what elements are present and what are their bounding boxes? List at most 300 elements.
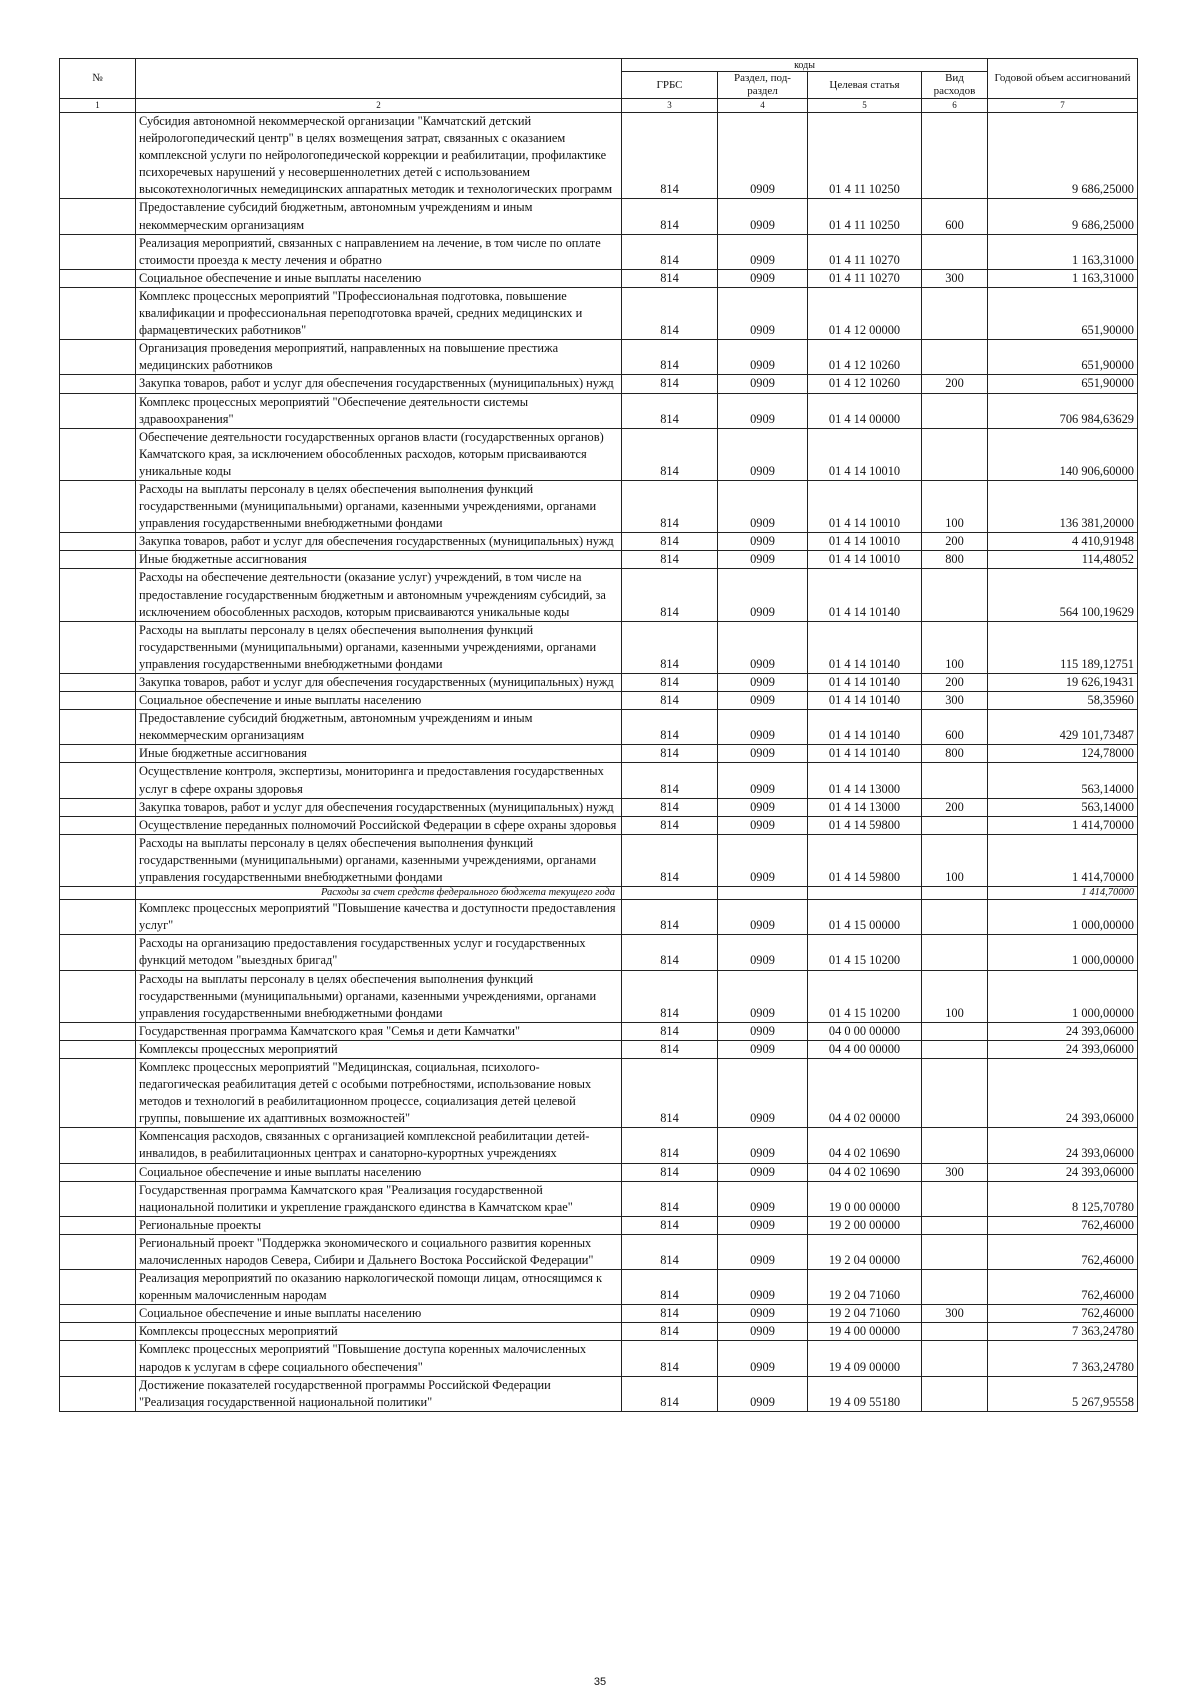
row-sum: 4 410,91948: [988, 533, 1138, 551]
table-row: [60, 480, 1138, 532]
row-celevaya: 19 4 09 00000: [808, 1341, 922, 1376]
row-description: Субсидия автономной некоммерческой организации "Камчатский детский нейрологопедический центр" в целях возмещения затрат, связанных с оказанием комплексной услуги по нейрологопедической коррекции и реабилитации, профилактике психоречевых нарушений у несовершеннолетних детей с использованием высокотехнологичных немедицинских аппаратных методик и технологических программ: [136, 113, 622, 199]
row-number-cell: [60, 1234, 136, 1269]
table-row: [60, 692, 1138, 710]
row-razdel: 0909: [718, 287, 808, 339]
table-row: [60, 428, 1138, 480]
table-row: [60, 745, 1138, 763]
row-description: Осуществление контроля, экспертизы, мониторинга и предоставления государственных услуг в сфере охраны здоровья: [136, 763, 622, 798]
row-razdel: 0909: [718, 1058, 808, 1127]
header-annual-volume: Годовой объем ассигнований: [988, 59, 1138, 99]
table-row: [60, 763, 1138, 798]
row-description: Расходы на выплаты персоналу в целях обеспечения выполнения функций государственными (муниципальными) органами, казенными учреждениями, органами управления государственными внебюджетными фондами: [136, 834, 622, 886]
row-description: Расходы на организацию предоставления государственных услуг и государственных функций методом "выездных бригад": [136, 935, 622, 970]
header-grbs: ГРБС: [622, 72, 718, 99]
table-row: [60, 1234, 1138, 1269]
row-grbs: 814: [622, 1216, 718, 1234]
row-celevaya: 01 4 14 59800: [808, 816, 922, 834]
row-celevaya: 01 4 15 10200: [808, 935, 922, 970]
row-razdel: 0909: [718, 970, 808, 1022]
row-celevaya: 01 4 14 10140: [808, 692, 922, 710]
row-number-cell: [60, 798, 136, 816]
row-number-cell: [60, 1163, 136, 1181]
row-sum: 651,90000: [988, 375, 1138, 393]
row-grbs: 814: [622, 1234, 718, 1269]
row-description: Государственная программа Камчатского края "Семья и дети Камчатки": [136, 1022, 622, 1040]
row-grbs: 814: [622, 970, 718, 1022]
row-description: Реализация мероприятий, связанных с направлением на лечение, в том числе по оплате стоимости проезда к месту лечения и обратно: [136, 234, 622, 269]
row-sum: 563,14000: [988, 798, 1138, 816]
row-grbs: 814: [622, 393, 718, 428]
column-number: 6: [922, 99, 988, 113]
row-number-cell: [60, 551, 136, 569]
row-razdel: 0909: [718, 816, 808, 834]
row-vid: [922, 113, 988, 199]
row-number-cell: [60, 1341, 136, 1376]
row-celevaya: 04 0 00 00000: [808, 1022, 922, 1040]
row-vid: [922, 1234, 988, 1269]
header-vid: Вид расходов: [922, 72, 988, 99]
row-grbs: 814: [622, 1376, 718, 1411]
row-razdel: 0909: [718, 710, 808, 745]
row-vid: [922, 763, 988, 798]
table-row: [60, 1040, 1138, 1058]
row-razdel: 0909: [718, 798, 808, 816]
row-grbs: 814: [622, 1058, 718, 1127]
row-description: Предоставление субсидий бюджетным, автономным учреждениям и иным некоммерческим организациям: [136, 710, 622, 745]
row-description: Региональные проекты: [136, 1216, 622, 1234]
table-row: [60, 816, 1138, 834]
row-description: Реализация мероприятий по оказанию наркологической помощи лицам, относящимся к коренным малочисленным народам: [136, 1270, 622, 1305]
row-razdel: 0909: [718, 269, 808, 287]
row-description: Закупка товаров, работ и услуг для обеспечения государственных (муниципальных) нужд: [136, 533, 622, 551]
row-razdel: 0909: [718, 428, 808, 480]
row-sum: 7 363,24780: [988, 1323, 1138, 1341]
table-row: [60, 710, 1138, 745]
row-razdel: 0909: [718, 621, 808, 673]
table-row: [60, 340, 1138, 375]
row-celevaya: [808, 887, 922, 900]
row-number-cell: [60, 480, 136, 532]
row-vid: 300: [922, 1305, 988, 1323]
row-sum: 1 414,70000: [988, 816, 1138, 834]
row-description: Региональный проект "Поддержка экономического и социального развития коренных малочисленных народов Севера, Сибири и Дальнего Востока Российской Федерации": [136, 1234, 622, 1269]
table-body: [60, 113, 1138, 1412]
row-sum: 24 393,06000: [988, 1022, 1138, 1040]
row-vid: [922, 816, 988, 834]
row-vid: [922, 1341, 988, 1376]
row-grbs: 814: [622, 569, 718, 621]
row-grbs: 814: [622, 269, 718, 287]
row-vid: [922, 1376, 988, 1411]
row-vid: [922, 234, 988, 269]
row-celevaya: 01 4 11 10250: [808, 113, 922, 199]
row-razdel: 0909: [718, 1305, 808, 1323]
row-description: Осуществление переданных полномочий Российской Федерации в сфере охраны здоровья: [136, 816, 622, 834]
row-grbs: 814: [622, 1305, 718, 1323]
row-description: Закупка товаров, работ и услуг для обеспечения государственных (муниципальных) нужд: [136, 674, 622, 692]
row-celevaya: 01 4 14 13000: [808, 763, 922, 798]
row-description: Достижение показателей государственной программы Российской Федерации "Реализация государственной национальной политики": [136, 1376, 622, 1411]
row-razdel: 0909: [718, 393, 808, 428]
row-vid: [922, 1058, 988, 1127]
row-celevaya: 01 4 11 10270: [808, 234, 922, 269]
row-celevaya: 01 4 14 10010: [808, 551, 922, 569]
table-row: [60, 551, 1138, 569]
row-description: Социальное обеспечение и иные выплаты населению: [136, 692, 622, 710]
row-number-cell: [60, 1058, 136, 1127]
row-celevaya: 01 4 14 10140: [808, 569, 922, 621]
row-razdel: 0909: [718, 692, 808, 710]
row-description: Комплекс процессных мероприятий "Обеспечение деятельности системы здравоохранения": [136, 393, 622, 428]
row-vid: 200: [922, 674, 988, 692]
column-number: 2: [136, 99, 622, 113]
header-codes: коды: [622, 59, 988, 72]
row-grbs: 814: [622, 375, 718, 393]
row-sum: 136 381,20000: [988, 480, 1138, 532]
row-grbs: 814: [622, 1163, 718, 1181]
table-row: [60, 674, 1138, 692]
row-celevaya: 01 4 12 10260: [808, 340, 922, 375]
row-vid: [922, 1128, 988, 1163]
row-grbs: 814: [622, 745, 718, 763]
row-description: Организация проведения мероприятий, направленных на повышение престижа медицинских работников: [136, 340, 622, 375]
row-grbs: 814: [622, 234, 718, 269]
row-razdel: 0909: [718, 340, 808, 375]
row-number-cell: [60, 113, 136, 199]
row-sum: 58,35960: [988, 692, 1138, 710]
row-celevaya: 19 2 04 71060: [808, 1270, 922, 1305]
row-sum: 651,90000: [988, 287, 1138, 339]
row-razdel: 0909: [718, 1376, 808, 1411]
row-description: Комплекс процессных мероприятий "Медицинская, социальная, психолого-педагогическая реабилитация детей с особыми потребностями, использование новых методов и технологий в реабилитационном процессе, социализация детей целевой группы, повышение их адаптивных возможностей": [136, 1058, 622, 1127]
row-number-cell: [60, 763, 136, 798]
row-sum: 24 393,06000: [988, 1128, 1138, 1163]
table-row: [60, 1376, 1138, 1411]
row-sum: 1 163,31000: [988, 234, 1138, 269]
row-celevaya: 19 4 09 55180: [808, 1376, 922, 1411]
row-celevaya: 01 4 14 10010: [808, 480, 922, 532]
row-number-cell: [60, 816, 136, 834]
row-razdel: 0909: [718, 674, 808, 692]
table-row: [60, 393, 1138, 428]
table-row: [60, 621, 1138, 673]
row-number-cell: [60, 1040, 136, 1058]
row-vid: [922, 393, 988, 428]
row-grbs: 814: [622, 763, 718, 798]
row-number-cell: [60, 970, 136, 1022]
row-sum: 762,46000: [988, 1234, 1138, 1269]
row-sum: 124,78000: [988, 745, 1138, 763]
table-row: [60, 569, 1138, 621]
row-description: Социальное обеспечение и иные выплаты населению: [136, 1163, 622, 1181]
row-celevaya: 01 4 11 10250: [808, 199, 922, 234]
row-number-cell: [60, 834, 136, 886]
row-number-cell: [60, 887, 136, 900]
row-sum: 429 101,73487: [988, 710, 1138, 745]
row-celevaya: 01 4 14 10140: [808, 745, 922, 763]
row-number-cell: [60, 1376, 136, 1411]
row-sum: 115 189,12751: [988, 621, 1138, 673]
row-grbs: 814: [622, 710, 718, 745]
column-number: 1: [60, 99, 136, 113]
row-vid: 600: [922, 710, 988, 745]
row-grbs: 814: [622, 551, 718, 569]
table-row: [60, 269, 1138, 287]
row-number-cell: [60, 1270, 136, 1305]
row-celevaya: 01 4 14 10010: [808, 428, 922, 480]
row-celevaya: 19 0 00 00000: [808, 1181, 922, 1216]
row-razdel: 0909: [718, 1234, 808, 1269]
row-grbs: 814: [622, 533, 718, 551]
row-vid: [922, 1181, 988, 1216]
column-number: 4: [718, 99, 808, 113]
row-vid: [922, 428, 988, 480]
table-row: [60, 935, 1138, 970]
row-razdel: 0909: [718, 834, 808, 886]
row-number-cell: [60, 674, 136, 692]
row-vid: [922, 900, 988, 935]
column-number: 5: [808, 99, 922, 113]
row-sum: 140 906,60000: [988, 428, 1138, 480]
row-number-cell: [60, 745, 136, 763]
row-number-cell: [60, 692, 136, 710]
table-row: [60, 1022, 1138, 1040]
row-vid: [922, 287, 988, 339]
row-sum: 19 626,19431: [988, 674, 1138, 692]
header-description: [136, 59, 622, 99]
row-vid: 300: [922, 692, 988, 710]
row-celevaya: 19 2 04 71060: [808, 1305, 922, 1323]
row-number-cell: [60, 935, 136, 970]
row-vid: 300: [922, 269, 988, 287]
column-number: 3: [622, 99, 718, 113]
row-description: Расходы на выплаты персоналу в целях обеспечения выполнения функций государственными (муниципальными) органами, казенными учреждениями, органами управления государственными внебюджетными фондами: [136, 621, 622, 673]
row-description: Социальное обеспечение и иные выплаты населению: [136, 1305, 622, 1323]
row-grbs: 814: [622, 1128, 718, 1163]
row-celevaya: 01 4 12 10260: [808, 375, 922, 393]
row-description: Предоставление субсидий бюджетным, автономным учреждениям и иным некоммерческим организациям: [136, 199, 622, 234]
row-vid: 200: [922, 375, 988, 393]
row-sum: 564 100,19629: [988, 569, 1138, 621]
row-description: Расходы за счет средств федерального бюджета текущего года: [136, 887, 622, 900]
row-grbs: 814: [622, 816, 718, 834]
row-grbs: 814: [622, 480, 718, 532]
row-number-cell: [60, 1323, 136, 1341]
row-razdel: 0909: [718, 1270, 808, 1305]
row-celevaya: 01 4 14 10140: [808, 621, 922, 673]
row-grbs: 814: [622, 1341, 718, 1376]
row-number-cell: [60, 393, 136, 428]
table-row: [60, 1341, 1138, 1376]
row-vid: [922, 340, 988, 375]
table-row: [60, 887, 1138, 900]
row-description: Комплекс процессных мероприятий "Повышение доступа коренных малочисленных народов к услугам в сфере социального обеспечения": [136, 1341, 622, 1376]
row-razdel: [718, 887, 808, 900]
row-celevaya: 01 4 14 00000: [808, 393, 922, 428]
row-vid: 200: [922, 533, 988, 551]
row-razdel: 0909: [718, 1216, 808, 1234]
row-celevaya: 01 4 11 10270: [808, 269, 922, 287]
table-row: [60, 798, 1138, 816]
row-grbs: 814: [622, 287, 718, 339]
row-grbs: 814: [622, 900, 718, 935]
row-vid: [922, 887, 988, 900]
header-number: №: [60, 59, 136, 99]
row-celevaya: 01 4 12 00000: [808, 287, 922, 339]
row-vid: 100: [922, 621, 988, 673]
row-sum: 563,14000: [988, 763, 1138, 798]
row-razdel: 0909: [718, 745, 808, 763]
row-grbs: 814: [622, 935, 718, 970]
row-description: Государственная программа Камчатского края "Реализация государственной национальной политики и укрепление гражданского единства в Камчатском крае": [136, 1181, 622, 1216]
row-description: Комплекс процессных мероприятий "Профессиональная подготовка, повышение квалификации и профессиональная переподготовка врачей, средних медицинских и фармацевтических работников": [136, 287, 622, 339]
row-vid: 200: [922, 798, 988, 816]
row-number-cell: [60, 287, 136, 339]
row-razdel: 0909: [718, 763, 808, 798]
row-grbs: [622, 887, 718, 900]
table-row: [60, 533, 1138, 551]
table-row: [60, 1216, 1138, 1234]
row-number-cell: [60, 375, 136, 393]
row-sum: 24 393,06000: [988, 1163, 1138, 1181]
row-sum: 1 414,70000: [988, 887, 1138, 900]
row-number-cell: [60, 569, 136, 621]
row-sum: 8 125,70780: [988, 1181, 1138, 1216]
row-sum: 24 393,06000: [988, 1058, 1138, 1127]
row-grbs: 814: [622, 692, 718, 710]
row-description: Комплексы процессных мероприятий: [136, 1323, 622, 1341]
row-sum: 706 984,63629: [988, 393, 1138, 428]
row-number-cell: [60, 269, 136, 287]
row-description: Комплекс процессных мероприятий "Повышение качества и доступности предоставления услуг": [136, 900, 622, 935]
row-razdel: 0909: [718, 1040, 808, 1058]
row-number-cell: [60, 1305, 136, 1323]
row-celevaya: 19 2 04 00000: [808, 1234, 922, 1269]
row-description: Иные бюджетные ассигнования: [136, 745, 622, 763]
column-numbers-row: [60, 99, 1138, 113]
row-razdel: 0909: [718, 935, 808, 970]
row-grbs: 814: [622, 1270, 718, 1305]
table-row: [60, 287, 1138, 339]
row-number-cell: [60, 900, 136, 935]
row-razdel: 0909: [718, 113, 808, 199]
row-number-cell: [60, 1216, 136, 1234]
row-description: Закупка товаров, работ и услуг для обеспечения государственных (муниципальных) нужд: [136, 375, 622, 393]
row-razdel: 0909: [718, 533, 808, 551]
row-grbs: 814: [622, 199, 718, 234]
row-description: Обеспечение деятельности государственных органов власти (государственных органов) Камчатского края, за исключением обособленных расходов, которым присваиваются уникальные коды: [136, 428, 622, 480]
row-number-cell: [60, 428, 136, 480]
row-razdel: 0909: [718, 900, 808, 935]
row-sum: 114,48052: [988, 551, 1138, 569]
row-sum: 762,46000: [988, 1305, 1138, 1323]
row-vid: 100: [922, 834, 988, 886]
budget-table-sheet: [59, 58, 1138, 1412]
row-number-cell: [60, 340, 136, 375]
row-celevaya: 01 4 15 10200: [808, 970, 922, 1022]
row-description: Иные бюджетные ассигнования: [136, 551, 622, 569]
table-row: [60, 970, 1138, 1022]
row-razdel: 0909: [718, 1181, 808, 1216]
row-description: Закупка товаров, работ и услуг для обеспечения государственных (муниципальных) нужд: [136, 798, 622, 816]
row-grbs: 814: [622, 798, 718, 816]
row-celevaya: 01 4 14 10140: [808, 710, 922, 745]
row-celevaya: 19 4 00 00000: [808, 1323, 922, 1341]
row-razdel: 0909: [718, 551, 808, 569]
row-number-cell: [60, 199, 136, 234]
row-number-cell: [60, 533, 136, 551]
row-grbs: 814: [622, 428, 718, 480]
row-number-cell: [60, 1181, 136, 1216]
row-grbs: 814: [622, 340, 718, 375]
row-vid: [922, 1216, 988, 1234]
row-description: Комплексы процессных мероприятий: [136, 1040, 622, 1058]
row-celevaya: 04 4 02 00000: [808, 1058, 922, 1127]
row-description: Расходы на выплаты персоналу в целях обеспечения выполнения функций государственными (муниципальными) органами, казенными учреждениями, органами управления государственными внебюджетными фондами: [136, 970, 622, 1022]
row-grbs: 814: [622, 1323, 718, 1341]
table-row: [60, 1128, 1138, 1163]
table-row: [60, 1058, 1138, 1127]
table-row: [60, 113, 1138, 199]
row-celevaya: 01 4 14 13000: [808, 798, 922, 816]
row-razdel: 0909: [718, 1163, 808, 1181]
row-sum: 9 686,25000: [988, 199, 1138, 234]
row-razdel: 0909: [718, 1022, 808, 1040]
row-grbs: 814: [622, 621, 718, 673]
table-row: [60, 234, 1138, 269]
row-number-cell: [60, 621, 136, 673]
row-vid: [922, 1022, 988, 1040]
row-grbs: 814: [622, 834, 718, 886]
row-grbs: 814: [622, 1181, 718, 1216]
row-vid: 600: [922, 199, 988, 234]
row-vid: [922, 1323, 988, 1341]
row-celevaya: 04 4 02 10690: [808, 1128, 922, 1163]
row-grbs: 814: [622, 1040, 718, 1058]
row-vid: [922, 1270, 988, 1305]
row-razdel: 0909: [718, 1128, 808, 1163]
table-row: [60, 1163, 1138, 1181]
table-row: [60, 199, 1138, 234]
table-row: [60, 1181, 1138, 1216]
header-celevaya: Целевая статья: [808, 72, 922, 99]
row-vid: 800: [922, 551, 988, 569]
row-description: Расходы на обеспечение деятельности (оказание услуг) учреждений, в том числе на предоставление государственным бюджетным и автономным учреждениям субсидий, за исключением обособленных расходов, которым присваиваются уникальные коды: [136, 569, 622, 621]
row-sum: 1 000,00000: [988, 900, 1138, 935]
row-grbs: 814: [622, 674, 718, 692]
row-sum: 651,90000: [988, 340, 1138, 375]
row-razdel: 0909: [718, 375, 808, 393]
row-grbs: 814: [622, 1022, 718, 1040]
row-sum: 762,46000: [988, 1216, 1138, 1234]
row-celevaya: 04 4 02 10690: [808, 1163, 922, 1181]
row-sum: 24 393,06000: [988, 1040, 1138, 1058]
row-sum: 1 414,70000: [988, 834, 1138, 886]
row-razdel: 0909: [718, 569, 808, 621]
row-celevaya: 01 4 15 00000: [808, 900, 922, 935]
row-razdel: 0909: [718, 234, 808, 269]
row-vid: [922, 569, 988, 621]
row-razdel: 0909: [718, 480, 808, 532]
row-number-cell: [60, 1128, 136, 1163]
row-grbs: 814: [622, 113, 718, 199]
row-celevaya: 19 2 00 00000: [808, 1216, 922, 1234]
row-celevaya: 04 4 00 00000: [808, 1040, 922, 1058]
row-vid: [922, 1040, 988, 1058]
table-row: [60, 1305, 1138, 1323]
row-sum: 7 363,24780: [988, 1341, 1138, 1376]
